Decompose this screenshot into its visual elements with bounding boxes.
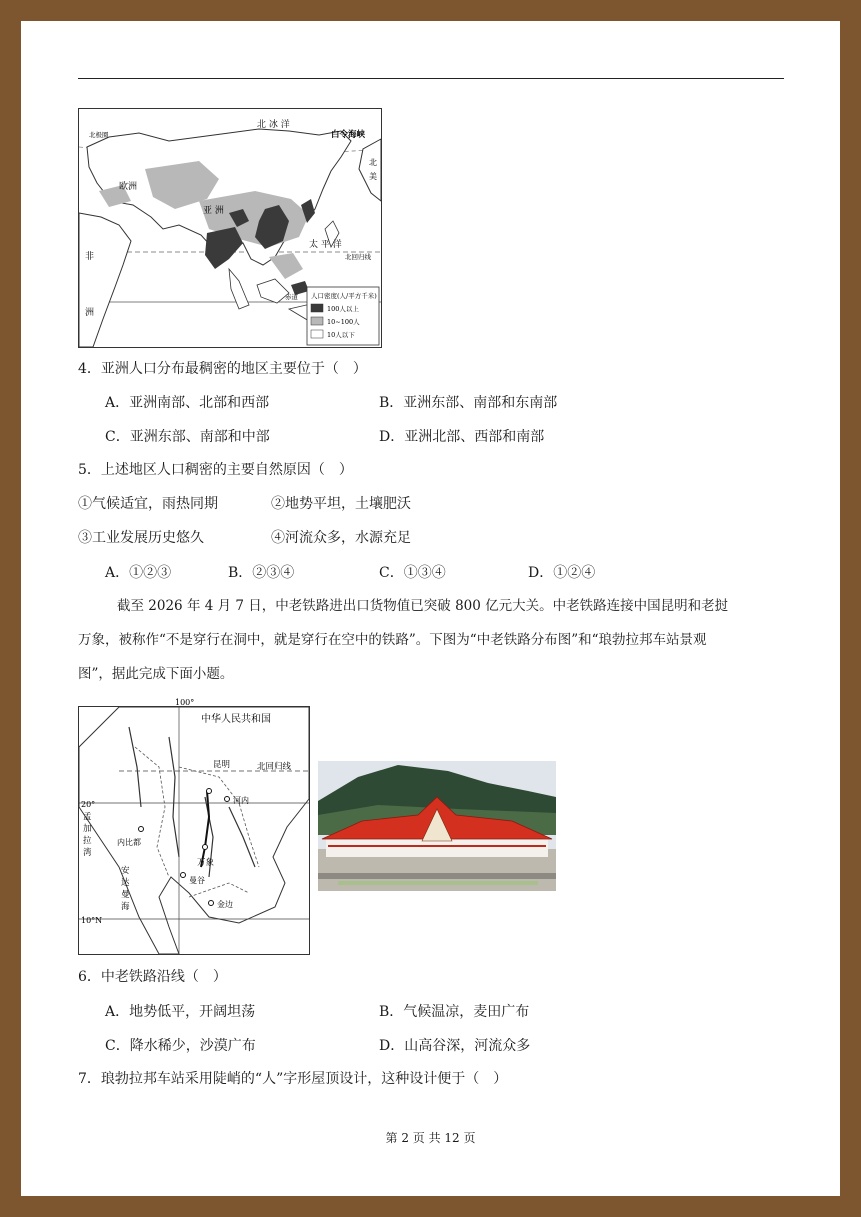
label-hanoi: 河内 — [233, 796, 249, 805]
label-china: 中华人民共和国 — [201, 714, 271, 725]
label-tropic: 北回归线 — [345, 253, 371, 261]
q6-option-c[interactable]: C．降水稀少，沙漠广布 — [105, 1038, 256, 1054]
label-asia: 亚 洲 — [203, 206, 224, 216]
label-andaman-2: 达 — [121, 878, 130, 888]
label-kunming: 昆明 — [213, 760, 231, 770]
q4-option-b[interactable]: B．亚洲东部、南部和东南部 — [379, 395, 558, 411]
label-bering-strait: 白令海峡 — [331, 130, 366, 140]
label-pacific: 太 平 洋 — [309, 240, 342, 250]
label-bengal-1: 孟 — [83, 812, 92, 822]
label-vientiane: 万象 — [197, 858, 215, 868]
page-footer: 第 2 页 共 12 页 — [385, 1131, 476, 1145]
asia-population-map — [78, 108, 382, 348]
label-bangkok: 曼谷 — [189, 876, 205, 885]
q4-option-c[interactable]: C．亚洲东部、南部和中部 — [105, 429, 270, 445]
label-lon100: 100° — [175, 698, 195, 707]
header-rule — [78, 78, 784, 79]
railway-map-svg — [79, 698, 309, 954]
china-laos-railway-map — [78, 698, 310, 955]
q5-item-2: ②地势平坦，土壤肥沃 — [271, 496, 411, 512]
city-naypyidaw-marker — [139, 827, 144, 832]
question-4-stem: 4．亚洲人口分布最稠密的地区主要位于（ ） — [78, 361, 367, 377]
label-bengal-2: 加 — [83, 824, 92, 834]
label-america-1: 北 — [369, 158, 377, 167]
legend-swatch-high — [311, 304, 323, 312]
city-phnompenh-marker — [209, 901, 214, 906]
label-bengal-4: 湾 — [83, 848, 92, 858]
label-naypyidaw: 内比都 — [117, 838, 141, 847]
legend-item-medium: 10~100人 — [327, 318, 360, 326]
label-bengal-3: 拉 — [83, 836, 92, 846]
q6-option-d[interactable]: D．山高谷深，河流众多 — [379, 1038, 531, 1054]
label-africa-1: 非 — [85, 252, 95, 262]
q5-option-d[interactable]: D．①②④ — [528, 565, 596, 581]
city-hanoi-marker — [225, 797, 230, 802]
q5-item-3: ③工业发展历史悠久 — [78, 530, 204, 546]
passage-line-2: 万象，被称作“不是穿行在洞中，就是穿行在空中的铁路”。下图为“中老铁路分布图”和“琅勃拉邦车站景观 — [78, 632, 707, 648]
label-equator: 赤道 — [285, 293, 298, 301]
exam-page — [21, 21, 840, 1196]
q5-item-4: ④河流众多，水源充足 — [271, 530, 411, 546]
legend-item-high: 100人以上 — [327, 305, 359, 313]
label-andaman-3: 曼 — [121, 890, 130, 900]
legend-swatch-medium — [311, 317, 323, 325]
q6-option-a[interactable]: A．地势低平，开阔坦荡 — [105, 1004, 256, 1020]
question-5-stem: 5．上述地区人口稠密的主要自然原因（ ） — [78, 462, 353, 478]
label-phnompenh: 金边 — [217, 900, 233, 909]
question-6-stem: 6．中老铁路沿线（ ） — [78, 969, 227, 985]
label-lat10: 10°N — [81, 916, 103, 925]
label-arctic-ocean: 北 冰 洋 — [257, 120, 290, 130]
q4-option-d[interactable]: D．亚洲北部、西部和南部 — [379, 429, 545, 445]
q4-option-a[interactable]: A．亚洲南部、北部和西部 — [105, 395, 270, 411]
label-africa-2: 洲 — [85, 308, 95, 318]
label-arctic-circle: 北极圈 — [89, 131, 109, 139]
asia-map-svg — [79, 109, 381, 347]
passage-line-3: 图”，据此完成下面小题。 — [78, 666, 234, 682]
label-andaman-4: 海 — [121, 902, 130, 912]
city-vientiane-marker — [203, 845, 208, 850]
label-america-2: 美 — [369, 172, 377, 181]
label-lat20: 20° — [81, 800, 96, 809]
legend-item-low: 10人以下 — [327, 331, 355, 339]
city-bangkok-marker — [181, 873, 186, 878]
legend-swatch-low — [311, 330, 323, 338]
q5-option-c[interactable]: C．①③④ — [379, 565, 446, 581]
q5-item-1: ①气候适宜，雨热同期 — [78, 496, 218, 512]
question-7-stem: 7．琅勃拉邦车站采用陡峭的“人”字形屋顶设计，这种设计便于（ ） — [78, 1071, 508, 1087]
label-europe: 欧洲 — [119, 182, 138, 192]
legend-title: 人口密度(人/平方千米) — [311, 292, 377, 300]
label-tropic: 北回归线 — [257, 762, 292, 772]
label-andaman-1: 安 — [121, 866, 130, 876]
luang-prabang-station-photo — [318, 761, 556, 891]
q6-option-b[interactable]: B．气候温凉，麦田广布 — [379, 1004, 530, 1020]
q5-option-b[interactable]: B．②③④ — [228, 565, 295, 581]
city-kunming-marker — [207, 789, 212, 794]
station-photo-svg — [318, 761, 556, 891]
passage-line-1: 截至 2026 年 4 月 7 日，中老铁路进出口货物值已突破 800 亿元大关。中老铁路连接中国昆明和老挝 — [117, 598, 729, 614]
q5-option-a[interactable]: A．①②③ — [105, 565, 172, 581]
